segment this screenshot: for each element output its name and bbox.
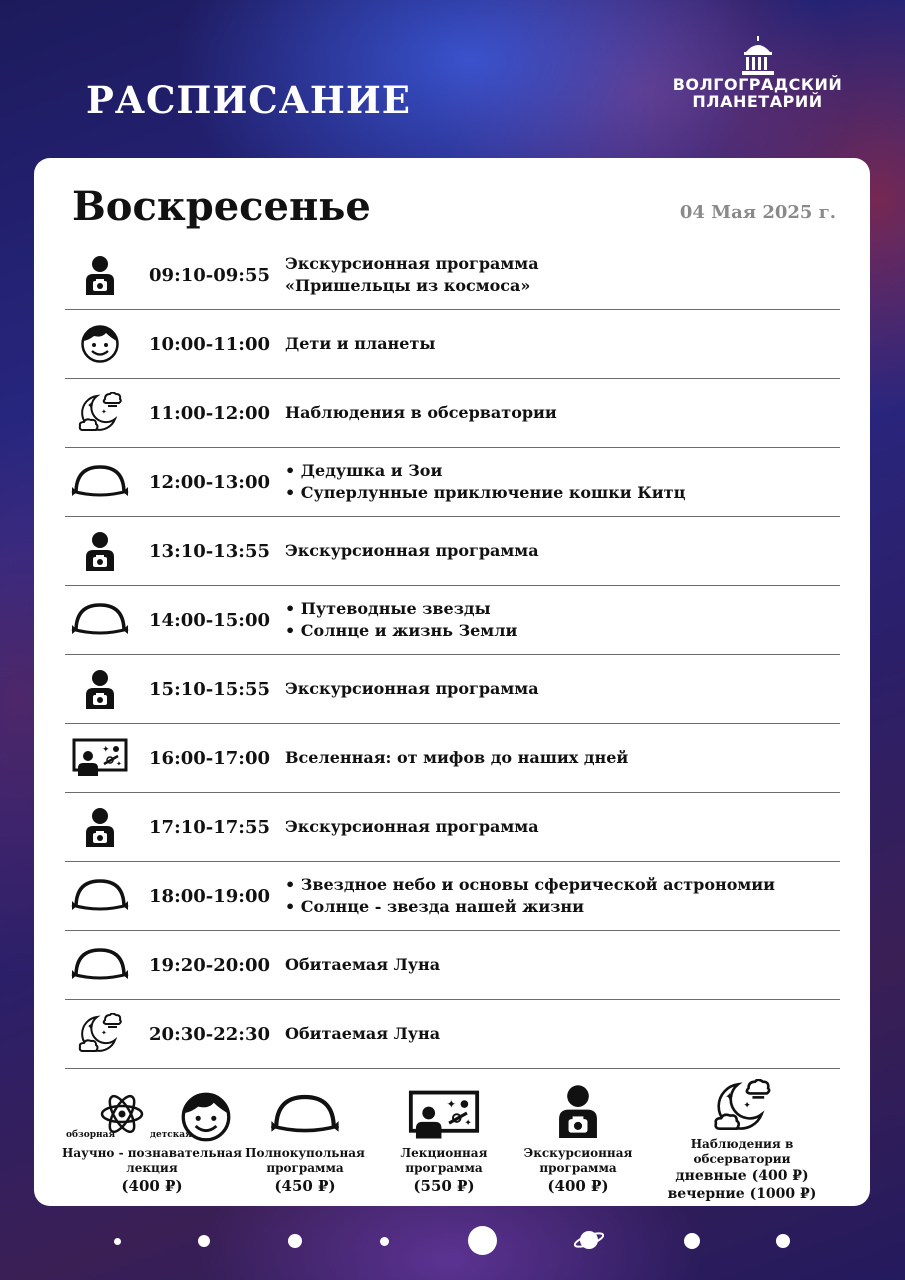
svg-text:✦: ✦ bbox=[725, 1090, 734, 1103]
dome-icon bbox=[65, 448, 135, 516]
row-time: 16:00-17:00 bbox=[149, 747, 270, 769]
price-legend bbox=[34, 1083, 870, 1203]
guide-icon bbox=[65, 793, 135, 861]
planet-dot bbox=[198, 1235, 210, 1247]
legend-price-evening: вечерние (1000 ₽) bbox=[667, 1186, 817, 1202]
row-title-line: Наблюдения в обсерватории bbox=[285, 403, 557, 422]
schedule-row bbox=[65, 862, 840, 931]
row-title-line: Вселенная: от мифов до наших дней bbox=[285, 748, 629, 767]
moon-cloud-icon bbox=[65, 379, 135, 447]
legend-label: программа bbox=[266, 1161, 344, 1175]
row-time: 13:10-13:55 bbox=[149, 540, 270, 562]
legend-excursion bbox=[518, 1080, 638, 1196]
row-title bbox=[285, 816, 840, 838]
dome-icon bbox=[65, 862, 135, 930]
row-time: 20:30-22:30 bbox=[149, 1023, 270, 1045]
svg-text:✦: ✦ bbox=[116, 760, 122, 768]
legend-price: (550 ₽) bbox=[413, 1177, 475, 1195]
row-title-line: Дети и планеты bbox=[285, 334, 436, 353]
planetarium-building-icon bbox=[740, 36, 776, 76]
svg-text:✦: ✦ bbox=[464, 1118, 472, 1129]
row-time: 19:20-20:00 bbox=[149, 954, 270, 976]
row-time: 11:00-12:00 bbox=[149, 402, 270, 424]
row-title-line: • Суперлунные приключение кошки Китц bbox=[285, 483, 686, 502]
row-title-line: Экскурсионная программа bbox=[285, 817, 539, 836]
row-title bbox=[285, 333, 840, 355]
row-title-line: Экскурсионная программа bbox=[285, 254, 539, 273]
row-time: 18:00-19:00 bbox=[149, 885, 270, 907]
dome-icon bbox=[65, 586, 135, 654]
legend-label: программа bbox=[539, 1161, 617, 1175]
row-title bbox=[285, 253, 840, 297]
legend-label: программа bbox=[405, 1161, 483, 1175]
schedule-row bbox=[65, 931, 840, 1000]
schedule-row bbox=[65, 655, 840, 724]
legend-label: Наблюдения в обсерватории bbox=[690, 1137, 794, 1166]
row-time: 09:10-09:55 bbox=[149, 264, 270, 286]
planet-dot bbox=[380, 1237, 389, 1246]
row-time: 15:10-15:55 bbox=[149, 678, 270, 700]
row-title-line: • Солнце - звезда нашей жизни bbox=[285, 897, 584, 916]
svg-text:✦: ✦ bbox=[101, 408, 107, 416]
planet-dots bbox=[0, 1220, 905, 1260]
schedule-row bbox=[65, 379, 840, 448]
svg-text:✦: ✦ bbox=[87, 401, 94, 410]
row-title bbox=[285, 402, 840, 424]
lecture-board-icon bbox=[65, 724, 135, 792]
row-title-line: • Путеводные звезды bbox=[285, 599, 491, 618]
schedule-row bbox=[65, 724, 840, 793]
legend-label: Экскурсионная bbox=[523, 1146, 633, 1160]
legend-price: (400 ₽) bbox=[547, 1177, 609, 1195]
moon-cloud-icon bbox=[712, 1079, 772, 1138]
row-title-line: • Дедушка и Зои bbox=[285, 461, 443, 480]
guide-icon bbox=[65, 517, 135, 585]
planetarium-logo bbox=[670, 36, 845, 110]
legend-label: Лекционная bbox=[400, 1146, 488, 1160]
legend-label: Полнокупольная bbox=[245, 1146, 365, 1160]
guide-icon-large bbox=[555, 1083, 601, 1143]
legend-price: (450 ₽) bbox=[274, 1177, 336, 1195]
moon-cloud-icon bbox=[65, 1000, 135, 1068]
svg-text:✦: ✦ bbox=[102, 745, 110, 755]
legend-price: (400 ₽) bbox=[121, 1177, 183, 1195]
legend-price-day: дневные (400 ₽) bbox=[675, 1168, 809, 1184]
schedule-row bbox=[65, 310, 840, 379]
ringed-planet-icon bbox=[574, 1226, 604, 1254]
lecture-board-icon bbox=[408, 1090, 480, 1145]
date-label: 04 Мая 2025 г. bbox=[679, 202, 836, 223]
legend-label: Научно - познавательная bbox=[62, 1146, 242, 1160]
schedule-row bbox=[65, 448, 840, 517]
row-title bbox=[285, 747, 840, 769]
logo-line-1: ВОЛГОГРАДСКИЙ bbox=[672, 75, 843, 94]
schedule-row bbox=[65, 793, 840, 862]
row-title bbox=[285, 954, 840, 976]
svg-text:✦: ✦ bbox=[87, 1022, 94, 1031]
row-time: 12:00-13:00 bbox=[149, 471, 270, 493]
legend-dome bbox=[240, 1088, 370, 1196]
svg-text:✦: ✦ bbox=[743, 1100, 751, 1111]
row-time: 14:00-15:00 bbox=[149, 609, 270, 631]
row-title-line: Обитаемая Луна bbox=[285, 955, 441, 974]
row-title bbox=[285, 460, 840, 504]
schedule-card bbox=[34, 158, 870, 1206]
row-title-line: Обитаемая Луна bbox=[285, 1024, 441, 1043]
planet-dot bbox=[114, 1238, 121, 1245]
dome-icon bbox=[269, 1092, 341, 1142]
legend-observatory bbox=[642, 1079, 842, 1203]
row-time: 17:10-17:55 bbox=[149, 816, 270, 838]
dome-icon bbox=[65, 931, 135, 999]
planet-dot bbox=[684, 1233, 700, 1249]
row-title-line: • Звездное небо и основы сферической астрономии bbox=[285, 875, 776, 894]
row-title bbox=[285, 874, 840, 918]
row-title bbox=[285, 1023, 840, 1045]
guide-icon bbox=[65, 655, 135, 723]
svg-text:✦: ✦ bbox=[446, 1096, 457, 1111]
schedule-row bbox=[65, 241, 840, 310]
row-title bbox=[285, 678, 840, 700]
logo-line-2: ПЛАНЕТАРИЙ bbox=[692, 92, 823, 111]
guide-icon bbox=[65, 241, 135, 309]
schedule-list bbox=[65, 241, 840, 1069]
schedule-row bbox=[65, 1000, 840, 1069]
schedule-row bbox=[65, 586, 840, 655]
legend-label: лекция bbox=[126, 1161, 178, 1175]
row-title-line: Экскурсионная программа bbox=[285, 679, 539, 698]
legend-tag-children: детская bbox=[150, 1130, 192, 1140]
planet-dot bbox=[776, 1234, 790, 1248]
row-title-line: • Солнце и жизнь Земли bbox=[285, 621, 518, 640]
day-title: Воскресенье bbox=[72, 183, 371, 230]
planet-dot bbox=[288, 1234, 302, 1248]
row-title bbox=[285, 598, 840, 642]
schedule-row bbox=[65, 517, 840, 586]
legend-lecture bbox=[384, 1088, 504, 1196]
legend-science bbox=[52, 1088, 252, 1196]
legend-tag-review: обзорная bbox=[66, 1130, 116, 1140]
row-title-line: «Пришельцы из космоса» bbox=[285, 276, 531, 295]
page-title: РАСПИСАНИЕ bbox=[86, 78, 412, 122]
planet-dot bbox=[468, 1226, 497, 1255]
row-title bbox=[285, 540, 840, 562]
row-time: 10:00-11:00 bbox=[149, 333, 270, 355]
svg-text:✦: ✦ bbox=[101, 1029, 107, 1037]
child-face-icon bbox=[65, 310, 135, 378]
row-title-line: Экскурсионная программа bbox=[285, 541, 539, 560]
